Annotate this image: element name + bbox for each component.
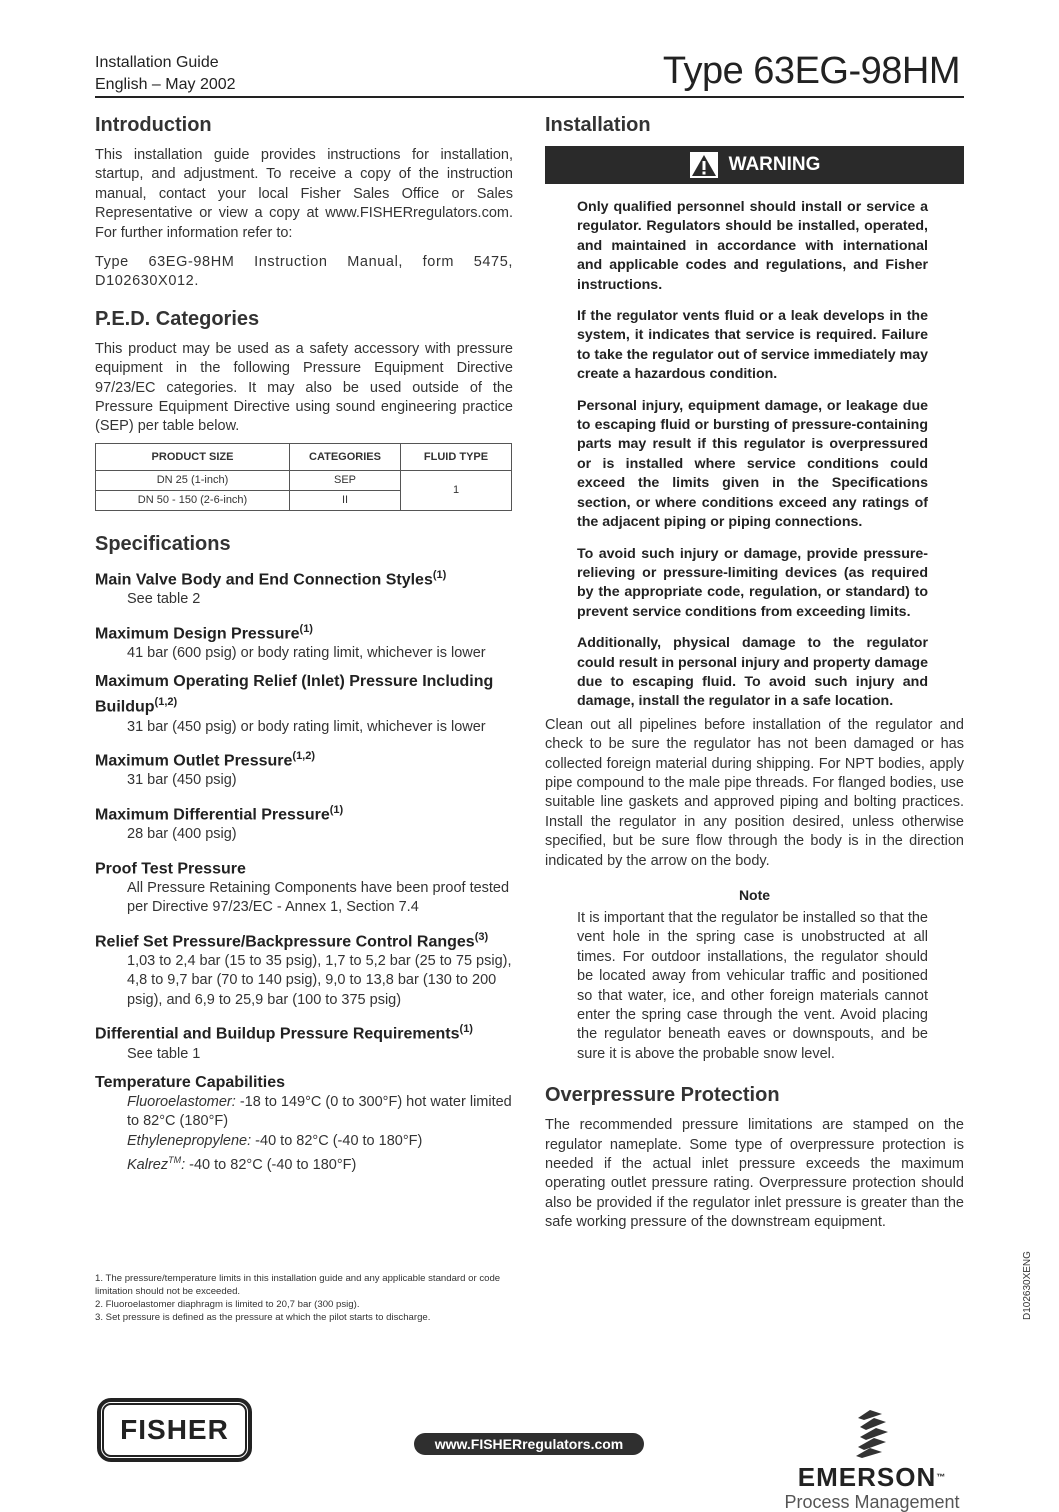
- emerson-tm: ™: [936, 1472, 947, 1482]
- spec-title-text: Maximum Outlet Pressure: [95, 752, 293, 770]
- th-categories: CATEGORIES: [290, 443, 401, 470]
- spec-value: 31 bar (450 psig): [127, 772, 237, 789]
- website-link[interactable]: www.FISHERregulators.com: [414, 1433, 644, 1455]
- spec-title-text: Main Valve Body and End Connection Styles: [95, 571, 433, 589]
- spec-value: All Pressure Retaining Components have been proof tested per Directive 97/23/EC - Annex 1, Section 7.4: [127, 879, 510, 916]
- warning-paragraph: Additionally, physical damage to the regulator could result in personal injury and property damage due to escaping fluid. To avoid such injury and damage, install the regulator in a safe location.: [577, 635, 928, 710]
- spec-title: [95, 1019, 513, 1044]
- language-date: English – May 2002: [95, 76, 236, 93]
- header-rule: [95, 96, 964, 98]
- guide-type: Installation Guide: [95, 54, 219, 71]
- footnote: 3. Set pressure is defined as the pressure at which the pilot starts to discharge.: [95, 1312, 431, 1323]
- spec-title-text: Differential and Buildup Pressure Requirements: [95, 1025, 460, 1043]
- spec-ref: (1): [432, 568, 447, 581]
- emerson-subtitle: Process Management: [784, 1492, 960, 1512]
- spec-title: [95, 854, 513, 879]
- temp-label: Ethylenepropylene:: [127, 1132, 252, 1149]
- spec-item: [95, 565, 513, 610]
- spec-ref: (1): [329, 803, 344, 816]
- emerson-symbol-icon: [852, 1408, 892, 1460]
- document-title: Type 63EG-98HM: [662, 50, 960, 92]
- note-paragraph: It is important that the regulator be installed so that the vent hole in the spring case is unobstructed at all times. For outdoor installations, the regulator should be located away from vehicular traffic and positioned so that water, ice, and other foreign materials cannot enter the spring case through the vent. Avoid placing the regulator beneath eaves or downspouts, and be sure it is above the probable snow level.: [577, 910, 928, 1062]
- spec-ref: (1): [299, 622, 313, 635]
- installation-heading: Installation: [545, 114, 651, 136]
- warning-icon: [689, 151, 719, 179]
- spec-value: See table 1: [127, 1045, 201, 1062]
- warning-paragraph: Only qualified personnel should install or service a regulator. Regulators should be installed, operated, and maintained in accordance with international and applicable codes and regulations, and Fisher instructions.: [577, 199, 928, 293]
- spec-title: [95, 619, 513, 644]
- warning-paragraph: To avoid such injury or damage, provide pressure-relieving or pressure-limiting devices (as required by the appropriate code, regulation, or standard) to prevent service conditions from exceeding limits.: [577, 545, 928, 620]
- temp-line-fluoro: [95, 1093, 513, 1132]
- intro-heading: Introduction: [95, 114, 212, 136]
- warning-paragraph: If the regulator vents fluid or a leak develops in the system, it indicates that service is required. Failure to take the regulator out of service immediately may create a hazardous condition.: [577, 308, 928, 383]
- spec-ref: (1): [459, 1023, 473, 1036]
- spec-value: 31 bar (450 psig) or body rating limit, whichever is lower: [127, 718, 486, 735]
- spec-value: See table 2: [127, 591, 201, 608]
- emerson-name-text: EMERSON: [797, 1462, 937, 1492]
- specs-heading: Specifications: [95, 532, 231, 555]
- th-product-size: PRODUCT SIZE: [96, 443, 290, 470]
- spec-item: [95, 672, 513, 737]
- emerson-name: [778, 1462, 966, 1492]
- table-row: [96, 470, 512, 490]
- spec-ref: (3): [474, 930, 489, 943]
- ped-paragraph: This product may be used as a safety accessory with pressure equipment in the following Pressure Equipment Directive 97/23/EC categories. It may also be used outside of the Pressure Equipment Directive using sound engineering practice (SEP) per table below.: [95, 340, 513, 435]
- spec-item: [95, 800, 513, 845]
- table-cell: II: [290, 490, 401, 510]
- emerson-logo: [778, 1408, 966, 1512]
- spec-item: [95, 619, 513, 664]
- footnote: 1. The pressure/temperature limits in this installation guide and any applicable standard or code limitation should not be exceeded.: [95, 1273, 501, 1297]
- fisher-logo-text: FISHER: [102, 1403, 247, 1457]
- temp-value: -40 to 82°C (-40 to 180°F): [185, 1157, 357, 1174]
- spec-title-text: Maximum Differential Pressure: [95, 806, 330, 824]
- spec-title-text: Proof Test Pressure: [95, 859, 246, 877]
- warning-label: WARNING: [728, 154, 821, 175]
- spec-item: [95, 746, 513, 791]
- spec-title: Temperature Capabilities: [95, 1073, 285, 1091]
- spec-item: [95, 854, 513, 918]
- ped-table: [95, 443, 512, 511]
- left-column: [95, 108, 513, 1184]
- spec-title-text: Maximum Operating Relief (Inlet) Pressure Including Buildup: [95, 673, 494, 716]
- spec-value: 1,03 to 2,4 bar (15 to 35 psig), 1,7 to 5,2 bar (25 to 75 psig), 4,8 to 9,7 bar (70 to 140 psig), 9,0 to 13,8 bar (130 to 200 psig), and 6,9 to 25,9 bar (100 to 375 psig): [127, 953, 512, 1008]
- ped-heading: P.E.D. Categories: [95, 307, 260, 330]
- temp-line-kalrez: [95, 1151, 513, 1175]
- spec-ref: (1,2): [292, 750, 316, 763]
- footnote: 2. Fluoroelastomer diaphragm is limited to 20,7 bar (300 psig).: [95, 1299, 360, 1310]
- spec-value: 41 bar (600 psig) or body rating limit, whichever is lower: [127, 644, 486, 661]
- spec-title: [95, 927, 513, 952]
- table-cell: DN 25 (1-inch): [96, 470, 290, 490]
- temp-label-text: Kalrez: [127, 1157, 169, 1174]
- warning-banner: [545, 146, 964, 184]
- overpressure-heading: Overpressure Protection: [545, 1084, 780, 1107]
- spec-title-text: Maximum Design Pressure: [95, 624, 300, 642]
- temp-label: Fluoroelastomer:: [127, 1093, 236, 1110]
- spec-item: [95, 1019, 513, 1064]
- temp-value: -18 to 149°C (0 to 300°F) hot water limited to 82°C (180°F): [127, 1093, 512, 1130]
- installation-body: Clean out all pipelines before installation of the regulator and check to be sure the regulator has not been damaged or has collected foreign material during shipping. For NPT bodies, apply pipe compound to the male pipe threads. For flanged bodies, use suitable line gaskets and approved piping and bolting practices. Install the regulator in any position desired, unless otherwise specified, but be sure flow through the body is in the direction indicated by the arrow on the body.: [545, 716, 964, 869]
- spec-title: [95, 565, 513, 590]
- spec-title: [95, 800, 513, 825]
- intro-paragraph: This installation guide provides instructions for installation, startup, and adjustment. To receive a copy of the instruction manual, contact your local Fisher Sales Office or Sales Representative or view a copy at www.FISHERregulators.com. For further information refer to:: [95, 147, 513, 241]
- temp-colon: :: [181, 1157, 186, 1174]
- th-fluid-type: FLUID TYPE: [401, 443, 512, 470]
- footnotes: [95, 1272, 515, 1324]
- intro-reference: Type 63EG-98HM Instruction Manual, form 5475, D102630X012.: [95, 254, 513, 290]
- temp-value: -40 to 82°C (-40 to 180°F): [251, 1132, 423, 1149]
- note-heading: Note: [738, 887, 771, 903]
- spec-list: [95, 565, 513, 1176]
- header-meta: [95, 52, 236, 96]
- temp-label: [127, 1157, 185, 1173]
- spec-title: [95, 672, 513, 717]
- spec-title-text: Relief Set Pressure/Backpressure Control Ranges: [95, 933, 475, 951]
- spec-ref: (1,2): [154, 696, 178, 709]
- table-cell-fluid: 1: [401, 470, 512, 510]
- document-id: D102630XENG: [1022, 1251, 1033, 1320]
- spec-value: 28 bar (400 psig): [127, 826, 237, 843]
- warning-paragraph: Personal injury, equipment damage, or leakage due to escaping fluid or bursting of pressure-containing parts may result if this regulator is overpressured or is installed where service conditions could exceed the limits given in the Specifications section, or where conditions exceed any ratings of the adjacent piping or piping connections.: [577, 397, 928, 531]
- temp-line-ethylene: [95, 1132, 513, 1151]
- table-cell: DN 50 - 150 (2-6-inch): [96, 490, 290, 510]
- fisher-logo: [97, 1398, 252, 1462]
- table-header-row: [96, 443, 512, 470]
- spec-item-temperature: [95, 1073, 513, 1175]
- right-column: [545, 108, 964, 1233]
- overpressure-body: The recommended pressure limitations are stamped on the regulator nameplate. Some type of overpressure protection is needed if the actual inlet pressure exceeds the maximum operating outlet pressure rating. Overpressure protection should also be provided if the regulator inlet pressure is greater than the safe working pressure of the downstream equipment.: [545, 1117, 964, 1231]
- spec-title: [95, 746, 513, 771]
- table-cell: SEP: [290, 470, 401, 490]
- spec-item: [95, 927, 513, 1011]
- trademark: TM: [168, 1155, 182, 1166]
